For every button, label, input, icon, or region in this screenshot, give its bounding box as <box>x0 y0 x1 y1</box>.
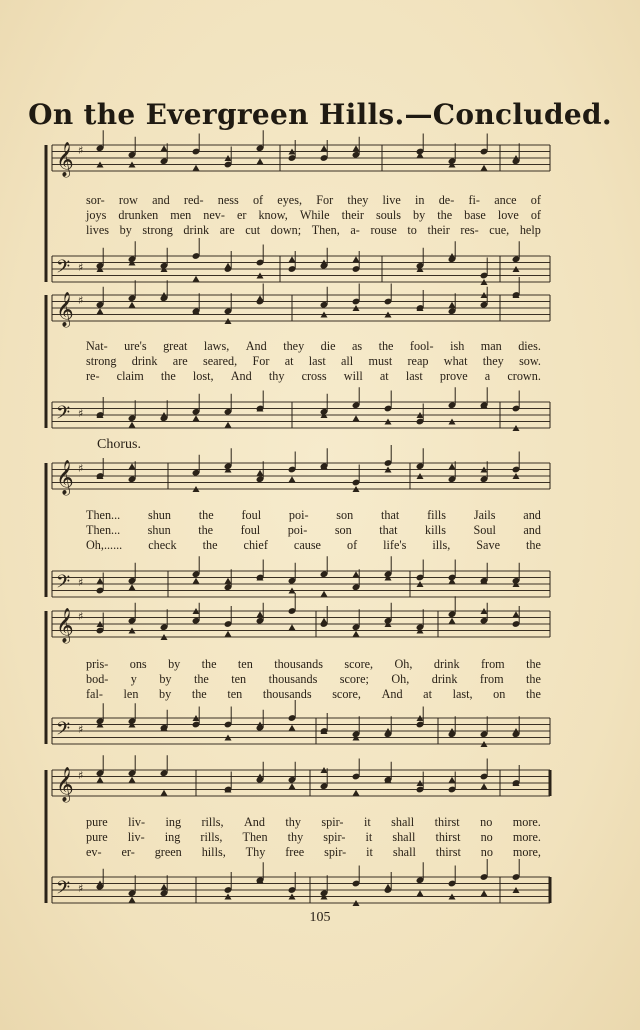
shape-note-head <box>513 611 520 617</box>
lyric-word: help <box>519 223 541 237</box>
shape-note-head <box>353 145 360 151</box>
lyric-word: rills, <box>201 815 224 829</box>
sharp-icon: ♯ <box>78 144 84 157</box>
lyric-word: cause <box>293 538 321 552</box>
lyric-word: While <box>299 208 330 222</box>
bass-clef-icon: 𝄢 <box>56 572 71 597</box>
shape-note-head <box>353 631 360 637</box>
lyric-word: to <box>407 223 417 237</box>
lyric-word: hills, <box>201 845 226 859</box>
shape-note-head <box>321 145 328 151</box>
shape-note-head <box>321 591 328 597</box>
lyric-word: in <box>415 193 425 207</box>
lyric-word: by <box>119 223 132 237</box>
lyric-word: the <box>202 538 218 552</box>
shape-note-head <box>449 463 456 469</box>
lyric-word: drunken <box>118 208 159 222</box>
bass-clef-icon: 𝄢 <box>56 403 71 428</box>
page-title: On the Evergreen Hills.—Concluded. <box>28 98 612 131</box>
shape-note-head <box>129 777 136 783</box>
lyric-word: sor- <box>86 193 105 207</box>
lyric-word: And <box>243 815 265 829</box>
lyric-word: the <box>198 523 214 537</box>
lyric-word: red- <box>183 193 204 207</box>
shape-note-head <box>449 777 456 783</box>
lyric-word: souls <box>375 208 402 222</box>
lyric-word: no <box>480 845 493 859</box>
shape-note-head <box>257 611 264 617</box>
treble-clef-icon: 𝄞 <box>56 460 74 495</box>
lyric-word: down; <box>270 223 302 237</box>
lyric-word: er <box>236 208 247 222</box>
shape-note-head <box>161 790 168 796</box>
shape-note-head <box>225 263 232 269</box>
lyric-word: ness <box>217 193 239 207</box>
lyric-word: shall <box>391 815 415 829</box>
lyric-word: seared, <box>202 354 238 368</box>
lyric-word: more. <box>512 830 541 844</box>
lyric-word: sow. <box>519 354 541 368</box>
lyric-word: no <box>480 830 493 844</box>
lyric-word: men <box>170 208 192 222</box>
lyric-word: And <box>230 369 252 383</box>
lyric-word: claim <box>116 369 144 383</box>
lyric-word: Then... <box>86 508 121 522</box>
shape-note-head <box>193 276 200 282</box>
lyric-word: thirst <box>435 845 461 859</box>
lyric-word: pure <box>86 815 108 829</box>
lyric-word: thirst <box>435 830 461 844</box>
shape-note-head <box>353 790 360 796</box>
shape-note-head <box>289 783 296 789</box>
lyric-word: strong <box>86 354 117 368</box>
lyric-word: the <box>525 538 541 552</box>
lyric-line <box>86 687 541 701</box>
treble-clef-icon: 𝄞 <box>56 142 74 177</box>
lyric-word: fi- <box>468 193 480 207</box>
lyric-line <box>86 815 541 829</box>
lyric-word: at <box>284 354 294 368</box>
lyric-word: on <box>493 687 506 701</box>
lyric-word: a <box>484 369 491 383</box>
lyric-word: will <box>343 369 363 383</box>
lyric-word: ish <box>450 339 465 353</box>
lyric-word: of <box>530 208 541 222</box>
lyric-word: of <box>346 538 358 552</box>
bass-clef-icon: 𝄢 <box>56 719 71 744</box>
lyric-word: it <box>366 845 373 859</box>
shape-note-head <box>193 578 200 584</box>
lyric-word: drink <box>431 672 458 686</box>
lyric-word: rills, <box>200 830 223 844</box>
lyric-word: lives <box>86 223 110 237</box>
lyric-word: Oh, <box>391 672 410 686</box>
shape-note-head <box>353 415 360 421</box>
lyric-word: liv- <box>128 815 146 829</box>
lyric-word: ons <box>129 657 147 671</box>
lyric-word: the <box>191 687 207 701</box>
lyric-word: poi- <box>288 508 309 522</box>
lyric-word: their <box>427 223 450 237</box>
lyric-word: score, <box>332 687 361 701</box>
lyric-word: Save <box>476 538 500 552</box>
lyric-word: ing <box>165 815 182 829</box>
lyric-line <box>86 845 541 859</box>
lyric-word: len <box>123 687 139 701</box>
lyric-word: foul <box>240 523 261 537</box>
lyric-word: foul <box>241 508 262 522</box>
lyric-word: thy <box>285 815 301 829</box>
lyric-word: crown. <box>507 369 541 383</box>
lyric-word: Soul <box>473 523 496 537</box>
sharp-icon: ♯ <box>78 462 84 475</box>
shape-note-head <box>353 256 360 262</box>
lyric-word: shall <box>392 830 416 844</box>
sharp-icon: ♯ <box>78 723 84 736</box>
lyric-word: pure <box>86 830 108 844</box>
lyric-word: the <box>437 208 453 222</box>
lyric-word: the <box>198 508 214 522</box>
shape-note-head <box>97 578 104 584</box>
lyric-word: thousands <box>274 657 323 671</box>
lyric-word: nev- <box>203 208 225 222</box>
lyric-line <box>86 672 541 686</box>
lyric-word: the <box>378 339 394 353</box>
lyric-word: ten <box>231 672 247 686</box>
lyric-word: by <box>413 208 426 222</box>
lyric-word: eyes, <box>277 193 302 207</box>
sharp-icon: ♯ <box>78 769 84 782</box>
lyric-word: ance <box>494 193 517 207</box>
lyric-word: what <box>443 354 468 368</box>
lyric-line <box>86 830 541 844</box>
lyric-word: last <box>405 369 423 383</box>
sharp-icon: ♯ <box>78 576 84 589</box>
shape-note-head <box>97 308 104 314</box>
lyric-word: fal- <box>86 687 103 701</box>
lyric-word: prove <box>439 369 468 383</box>
lyric-word: a- <box>350 223 360 237</box>
lyric-word: they <box>283 339 305 353</box>
sharp-icon: ♯ <box>78 610 84 623</box>
lyric-word: drink <box>433 657 460 671</box>
shape-note-head <box>257 295 264 301</box>
lyric-word: and <box>523 508 541 522</box>
lyric-word: Oh,...... <box>86 538 123 552</box>
lyric-word: fool- <box>409 339 434 353</box>
lyric-word: son <box>334 523 352 537</box>
lyric-word: must <box>368 354 393 368</box>
lyric-word: score, <box>344 657 374 671</box>
shape-note-head <box>129 463 136 469</box>
sharp-icon: ♯ <box>78 294 84 307</box>
lyric-word: green <box>154 845 182 859</box>
shape-note-head <box>129 584 136 590</box>
lyric-word: Then... <box>86 523 121 537</box>
lyric-word: more, <box>512 845 541 859</box>
lyric-word: that <box>379 523 398 537</box>
lyric-word: thy <box>268 369 285 383</box>
lyric-line <box>86 223 541 237</box>
shape-note-head <box>129 302 136 308</box>
lyric-word: by <box>168 657 181 671</box>
shape-note-head <box>449 302 456 308</box>
lyric-word: Then, <box>311 223 340 237</box>
lyric-word: thy <box>287 830 304 844</box>
lyric-word: are <box>219 223 235 237</box>
lyric-word: and <box>152 193 170 207</box>
lyric-word: drink <box>131 354 158 368</box>
lyric-word: they <box>482 354 504 368</box>
shape-note-head <box>193 415 200 421</box>
shape-note-head <box>385 884 392 890</box>
shape-note-head <box>129 897 136 903</box>
shape-note-head <box>257 158 264 164</box>
shape-note-head <box>289 725 296 731</box>
shape-note-head <box>481 783 488 789</box>
lyric-line <box>86 354 541 368</box>
shape-note-head <box>289 624 296 630</box>
lyric-line <box>86 523 541 537</box>
lyric-word: ev- <box>86 845 102 859</box>
shape-note-head <box>225 422 232 428</box>
shape-note-head <box>161 884 168 890</box>
lyric-word: shun <box>147 508 171 522</box>
shape-note-head <box>225 631 232 637</box>
treble-clef-icon: 𝄞 <box>56 608 74 643</box>
lyric-word: base <box>464 208 486 222</box>
lyric-word: no <box>480 815 493 829</box>
lyric-word: rouse <box>370 223 397 237</box>
lyric-word: Thy <box>245 845 266 859</box>
shape-note-head <box>225 578 232 584</box>
lyric-word: more. <box>512 815 541 829</box>
lyric-word: know, <box>258 208 288 222</box>
lyric-word: kills <box>425 523 446 537</box>
lyric-word: die <box>320 339 336 353</box>
lyric-word: the <box>193 672 209 686</box>
shape-note-head <box>289 256 296 262</box>
lyric-word: last <box>308 354 326 368</box>
bass-clef-icon: 𝄢 <box>56 257 71 282</box>
lyric-word: that <box>381 508 400 522</box>
lyric-word: man <box>480 339 502 353</box>
lyric-word: it <box>363 815 371 829</box>
lyric-word: y <box>130 672 137 686</box>
lyric-word: cross <box>301 369 327 383</box>
lyric-word: they <box>347 193 369 207</box>
lyric-word: and <box>523 523 541 537</box>
lyric-word: lost, <box>192 369 214 383</box>
lyric-word: row <box>118 193 138 207</box>
lyric-word: all <box>341 354 354 368</box>
lyric-word: the <box>525 687 541 701</box>
sharp-icon: ♯ <box>78 407 84 420</box>
lyric-word: the <box>526 657 541 671</box>
lyric-word: spir- <box>323 830 346 844</box>
lyric-word: live <box>382 193 401 207</box>
lyric-word: Then <box>242 830 268 844</box>
treble-clef-icon: 𝄞 <box>56 292 74 327</box>
lyric-word: dies. <box>518 339 541 353</box>
lyric-word: And <box>381 687 403 701</box>
shape-note-head <box>97 777 104 783</box>
lyric-word: pris- <box>86 657 109 671</box>
lyric-word: are <box>172 354 188 368</box>
shape-note-head <box>417 890 424 896</box>
lyric-word: check <box>148 538 177 552</box>
lyric-word: cue, <box>489 223 510 237</box>
lyric-word: re- <box>86 369 100 383</box>
lyric-line <box>86 193 541 207</box>
shape-note-head <box>193 165 200 171</box>
shape-note-head <box>289 476 296 482</box>
shape-note-head <box>257 470 264 476</box>
lyric-word: the <box>160 369 176 383</box>
lyric-word: poi- <box>287 523 308 537</box>
lyric-word: of <box>530 193 541 207</box>
lyric-word: by <box>159 672 172 686</box>
chorus-label: Chorus. <box>97 437 141 452</box>
shape-note-head <box>321 618 328 624</box>
lyric-word: And <box>245 339 267 353</box>
lyric-word: score; <box>339 672 369 686</box>
sharp-icon: ♯ <box>78 261 84 274</box>
lyric-word: laws, <box>203 339 230 353</box>
lyric-word: Oh, <box>394 657 413 671</box>
lyric-word: fills <box>427 508 447 522</box>
lyric-word: spir- <box>324 845 347 859</box>
lyric-word: joys <box>86 208 107 222</box>
lyric-word: spir- <box>321 815 344 829</box>
lyric-word: from <box>479 672 504 686</box>
treble-clef-icon: 𝄞 <box>56 767 74 802</box>
lyric-line <box>86 657 541 671</box>
lyric-word: ten <box>237 657 253 671</box>
bass-clef-icon: 𝄢 <box>56 878 71 903</box>
page-number: 105 <box>309 910 331 925</box>
lyric-word: chief <box>243 538 268 552</box>
lyric-word: ills, <box>432 538 451 552</box>
lyric-word: drink <box>183 223 210 237</box>
lyric-word: bod- <box>86 672 109 686</box>
lyric-word: it <box>365 830 373 844</box>
lyric-word: the <box>201 657 217 671</box>
lyric-word: from <box>480 657 505 671</box>
shape-note-head <box>353 571 360 577</box>
lyric-word: the <box>526 672 541 686</box>
lyric-word: thousands <box>262 687 312 701</box>
lyric-word: res- <box>460 223 479 237</box>
lyric-word: as <box>351 339 363 353</box>
lyric-word: love <box>497 208 519 222</box>
lyric-word: Jails <box>473 508 496 522</box>
lyric-word: ing <box>164 830 181 844</box>
shape-note-head <box>161 145 168 151</box>
lyric-word: at <box>423 687 432 701</box>
lyric-word: of <box>252 193 264 207</box>
lyric-word: by <box>159 687 172 701</box>
lyric-word: ure's <box>124 339 147 353</box>
lyric-line <box>86 538 541 552</box>
lyric-word: thirst <box>434 815 460 829</box>
lyric-word: For <box>252 354 270 368</box>
lyric-line <box>86 208 541 222</box>
lyric-word: ten <box>227 687 243 701</box>
lyric-word: their <box>341 208 364 222</box>
lyric-word: free <box>285 845 305 859</box>
lyric-word: er- <box>121 845 135 859</box>
lyric-word: strong <box>142 223 173 237</box>
lyric-word: shun <box>147 523 171 537</box>
lyric-word: thousands <box>268 672 318 686</box>
lyric-word: liv- <box>127 830 145 844</box>
lyric-line <box>86 339 541 353</box>
lyric-word: at <box>379 369 389 383</box>
lyric-word: For <box>316 193 334 207</box>
shape-note-head <box>481 890 488 896</box>
lyric-line <box>86 508 541 522</box>
lyric-word: life's <box>383 538 407 552</box>
shape-note-head <box>449 618 456 624</box>
lyric-line <box>86 369 541 383</box>
shape-note-head <box>481 165 488 171</box>
lyric-word: Nat- <box>86 339 108 353</box>
sharp-icon: ♯ <box>78 882 84 895</box>
lyric-word: son <box>336 508 354 522</box>
shape-note-head <box>129 422 136 428</box>
lyric-word: reap <box>407 354 429 368</box>
lyric-word: last, <box>452 687 473 701</box>
lyric-word: great <box>163 339 188 353</box>
lyric-word: shall <box>392 845 416 859</box>
lyric-word: cut <box>245 223 261 237</box>
lyric-word: de- <box>438 193 455 207</box>
